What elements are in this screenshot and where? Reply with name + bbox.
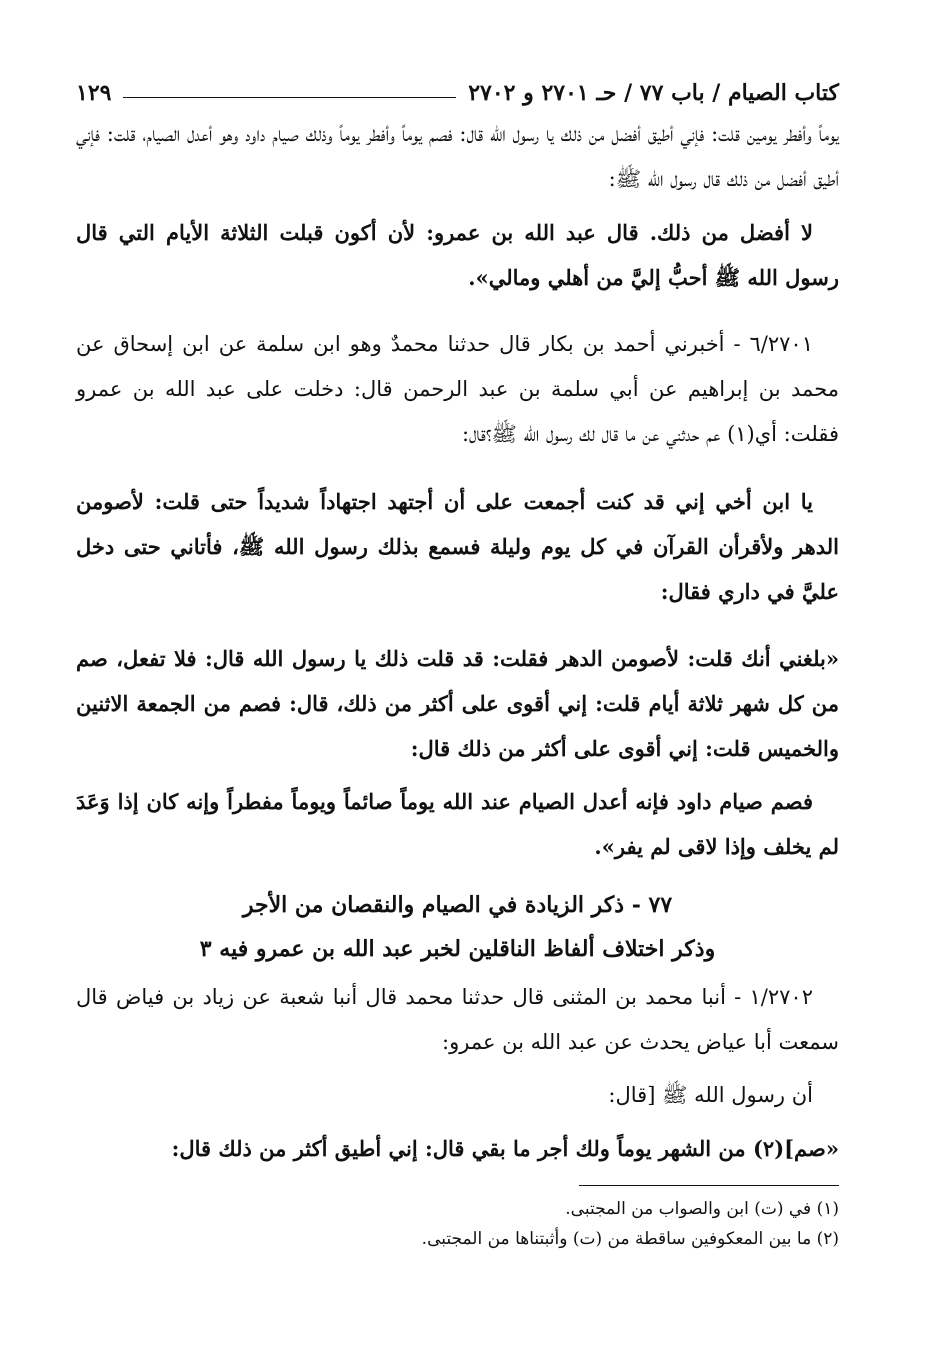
chapter-heading: [76, 883, 839, 971]
header-rule: [123, 97, 456, 98]
hadith-isnad-2701-6: ٦/٢٧٠١ - أخبرني أحمد بن بكار قال حدثنا محمدٌ وهو ابن سلمة عن ابن إسحاق عن محمد بن إبراهيم عن أبي سلمة بن عبد الرحمن قال: دخلت على عبد الله بن عمرو فقلت: أي(١) عم حدثني عن ما قال لك رسول الله ﷺ؟قال:: [76, 332, 839, 446]
footnote-1: (١) في (ت) ابن والصواب من المجتبى.: [565, 1199, 839, 1219]
paragraph-continuation: يوماً وأفطر يومين قلت: فإني أطيق أفضل من ذلك يا رسول الله قال: فصم يوماً وأفطر يوماً وذلك صيام داود وهو أعدل الصيام، قلت: فإني أطيق أفضل من ذلك قال رسول الله ﷺ:: [76, 122, 839, 191]
hadith-text: «صم](٢) من الشهر يوماً ولك أجر ما بقي قال: إني أطيق أكثر من ذلك قال:: [171, 1136, 839, 1161]
page-header: [76, 70, 839, 106]
hadith-text: لا أفضل من ذلك. قال عبد الله بن عمرو: لأن أكون قبلت الثلاثة الأيام التي قال رسول الله ﷺ أحبُّ إليَّ من أهلي ومالي».: [76, 220, 839, 290]
footnote-2: (٢) ما بين المعكوفين ساقطة من (ت) وأثبتناها من المجتبى.: [421, 1229, 839, 1249]
hadith-text: أن رسول الله ﷺ [قال:: [608, 1083, 813, 1107]
footnote-rule: [579, 1185, 839, 1186]
hadith-text: يا ابن أخي إني قد كنت أجمعت على أن أجتهد اجتهاداً شديداً حتى قلت: لأصومن الدهر ولأقرأن القرآن في كل يوم وليلة فسمع بذلك رسول الله ﷺ، فأتاني حتى دخل عليَّ في داري فقال:: [76, 489, 839, 604]
running-title: كتاب الصيام / باب ٧٧ / حـ ٢٧٠١ و ٢٧٠٢: [468, 80, 839, 106]
hadith-text: فصم صيام داود فإنه أعدل الصيام عند الله يوماً صائماً ويوماً مفطراً وإنه كان إذا وَعَدَ لم يخلف وإذا لاقى لم يفر».: [76, 789, 839, 859]
page-number: ١٢٩: [76, 80, 112, 106]
chapter-title-line2: وذكر اختلاف ألفاظ الناقلين لخبر عبد الله بن عمرو فيه ٣: [199, 936, 716, 962]
hadith-isnad-2702-1: ١/٢٧٠٢ - أنبا محمد بن المثنى قال حدثنا محمد قال أنبا شعبة عن زياد بن فياض قال سمعت أبا عياض يحدث عن عبد الله بن عمرو:: [76, 985, 839, 1054]
chapter-title-line1: ٧٧ - ذكر الزيادة في الصيام والنقصان من الأجر: [242, 892, 673, 918]
hadith-text: «بلغني أنك قلت: لأصومن الدهر فقلت: قد قلت ذلك يا رسول الله قال: فلا تفعل، صم من كل شهر ثلاثة أيام قلت: إني أقوى على أكثر من ذلك، قال: فصم من الجمعة الاثنين والخميس قلت: إني أقوى على أكثر من ذلك قال:: [76, 646, 839, 761]
footnotes: [76, 1194, 839, 1254]
main-text: [76, 112, 839, 1171]
